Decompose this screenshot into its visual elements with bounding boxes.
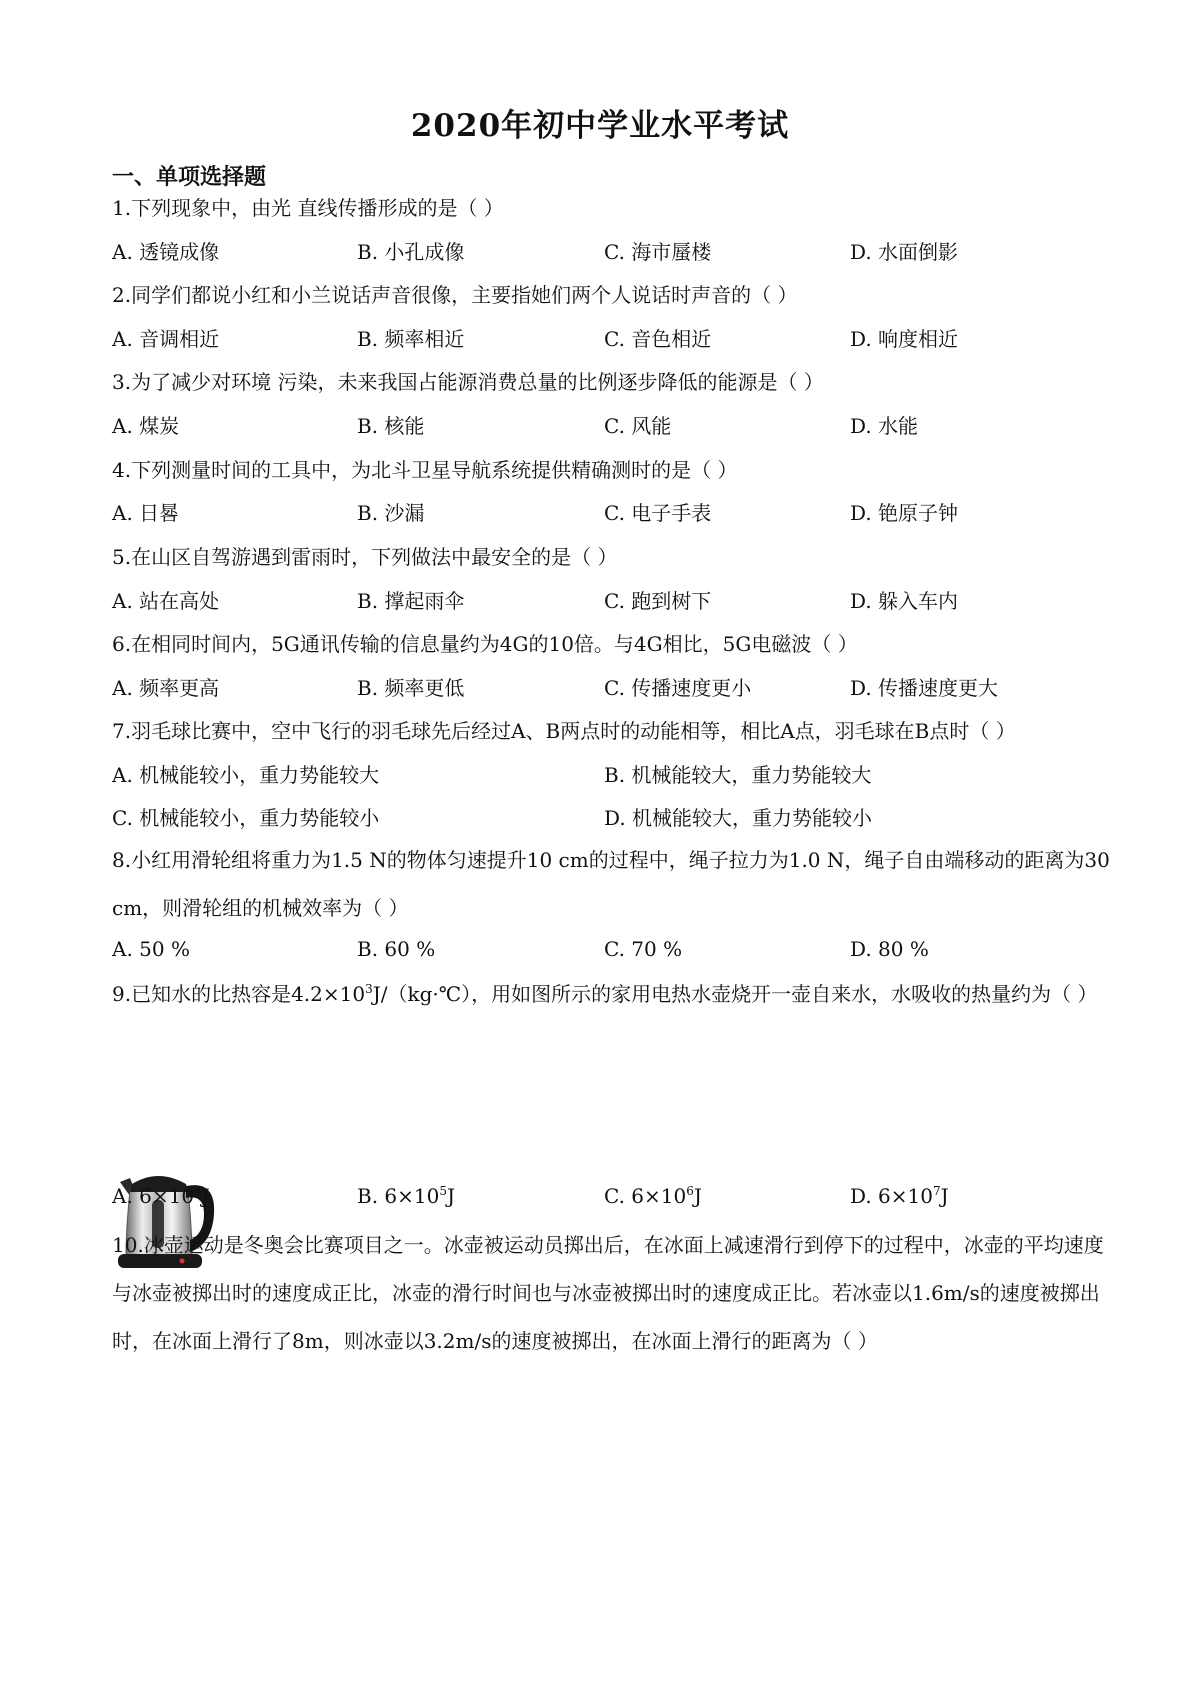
- option-b[interactable]: B. 频率更低: [357, 676, 465, 700]
- question-7: 7.羽毛球比赛中，空中飞行的羽毛球先后经过A、B两点时的动能相等，相比A点，羽毛球在B点时（ ）: [112, 719, 1016, 743]
- option-d[interactable]: D. 响度相近: [850, 327, 959, 351]
- question-5-options: [112, 586, 1112, 616]
- question-5: 5.在山区自驾游遇到雷雨时，下列做法中最安全的是（ ）: [112, 545, 618, 569]
- option-b[interactable]: B. 撑起雨伞: [357, 589, 465, 613]
- question-6: 6.在相同时间内，5G通讯传输的信息量约为4G的10倍。与4G相比，5G电磁波（ ）: [112, 632, 858, 656]
- option-d[interactable]: D. 铯原子钟: [850, 501, 959, 525]
- option-b[interactable]: B. 核能: [357, 414, 425, 438]
- option-d[interactable]: D. 躲入车内: [850, 589, 959, 613]
- question-3-options: [112, 411, 1112, 441]
- option-c[interactable]: C. 风能: [604, 414, 672, 438]
- option-c[interactable]: C. 音色相近: [604, 327, 712, 351]
- question-1-options: [112, 237, 1112, 267]
- option-a[interactable]: A. 站在高处: [112, 589, 220, 613]
- question-8: 8.小红用滑轮组将重力为1.5 N的物体匀速提升10 cm的过程中，绳子拉力为1.0 N，绳子自由端移动的距离为30 cm，则滑轮组的机械效率为（ ）: [112, 848, 1110, 920]
- option-a[interactable]: A. 50 %: [112, 937, 190, 961]
- question-9: 9.已知水的比热容是$4.2\times 10^3J/(kg\cdot℃)$，用如图所示的家用电热水壶烧开一壶自来水，水吸收的热量约为（ ）: [112, 982, 1098, 1006]
- section-heading: 一、单项选择题: [112, 164, 267, 190]
- option-c[interactable]: C. 海市蜃楼: [604, 240, 712, 264]
- exam-title: 2020年初中学业水平考试: [410, 108, 790, 144]
- question-2-options: [112, 324, 1112, 354]
- question-9-options: [112, 1181, 1112, 1211]
- question-8-options: [112, 934, 1112, 964]
- option-d[interactable]: D. 80 %: [850, 937, 929, 961]
- option-b[interactable]: B. 频率相近: [357, 327, 465, 351]
- option-a[interactable]: A. 煤炭: [112, 414, 180, 438]
- option-a[interactable]: A. 透镜成像: [112, 240, 220, 264]
- option-d[interactable]: D. 水面倒影: [850, 240, 959, 264]
- option-b[interactable]: B. 60 %: [357, 937, 436, 961]
- option-d[interactable]: D. $6\times 10^7J$: [850, 1184, 949, 1208]
- option-c[interactable]: C. 70 %: [604, 937, 683, 961]
- option-b[interactable]: B. 沙漏: [357, 501, 425, 525]
- question-4: 4.下列测量时间的工具中，为北斗卫星导航系统提供精确测时的是（ ）: [112, 458, 738, 482]
- option-c[interactable]: C. $6\times 10^6J$: [604, 1184, 702, 1208]
- option-b[interactable]: B. $6\times 10^5J$: [357, 1184, 456, 1208]
- option-c[interactable]: C. 机械能较小，重力势能较小: [112, 806, 380, 830]
- question-7-options-row1: [112, 760, 1112, 790]
- question-2: 2.同学们都说小红和小兰说话声音很像，主要指她们两个人说话时声音的（ ）: [112, 283, 798, 307]
- question-3: 3.为了减少对环境 污染，未来我国占能源消费总量的比例逐步降低的能源是（ ）: [112, 370, 824, 394]
- option-c[interactable]: C. 传播速度更小: [604, 676, 752, 700]
- option-b[interactable]: B. 机械能较大，重力势能较大: [604, 763, 872, 787]
- question-1: 1.下列现象中，由光 直线传播形成的是（ ）: [112, 196, 504, 220]
- option-c[interactable]: C. 电子手表: [604, 501, 712, 525]
- option-d[interactable]: D. 机械能较大，重力势能较小: [604, 806, 873, 830]
- option-a[interactable]: A. 音调相近: [112, 327, 220, 351]
- option-d[interactable]: D. 传播速度更大: [850, 676, 999, 700]
- option-c[interactable]: C. 跑到树下: [604, 589, 712, 613]
- option-a[interactable]: A. 频率更高: [112, 676, 220, 700]
- option-a[interactable]: A. 日晷: [112, 501, 180, 525]
- option-d[interactable]: D. 水能: [850, 414, 919, 438]
- option-a[interactable]: A. $6\times 10^4J$: [112, 1184, 210, 1208]
- question-6-options: [112, 673, 1112, 703]
- question-4-options: [112, 498, 1112, 528]
- question-7-options-row2: [112, 803, 1112, 833]
- question-10: 10.冰壶运动是冬奥会比赛项目之一。冰壶被运动员掷出后，在冰面上减速滑行到停下的过程中，冰壶的平均速度与冰壶被掷出时的速度成正比，冰壶的滑行时间也与冰壶被掷出时的速度成正比。若冰壶以1.6m/s的速度被掷出时，在冰面上滑行了8m，则冰壶以3.2m/s的速度被掷出，在冰面上滑行的距离为（ ）: [112, 1233, 1104, 1353]
- option-a[interactable]: A. 机械能较小，重力势能较大: [112, 763, 380, 787]
- option-b[interactable]: B. 小孔成像: [357, 240, 465, 264]
